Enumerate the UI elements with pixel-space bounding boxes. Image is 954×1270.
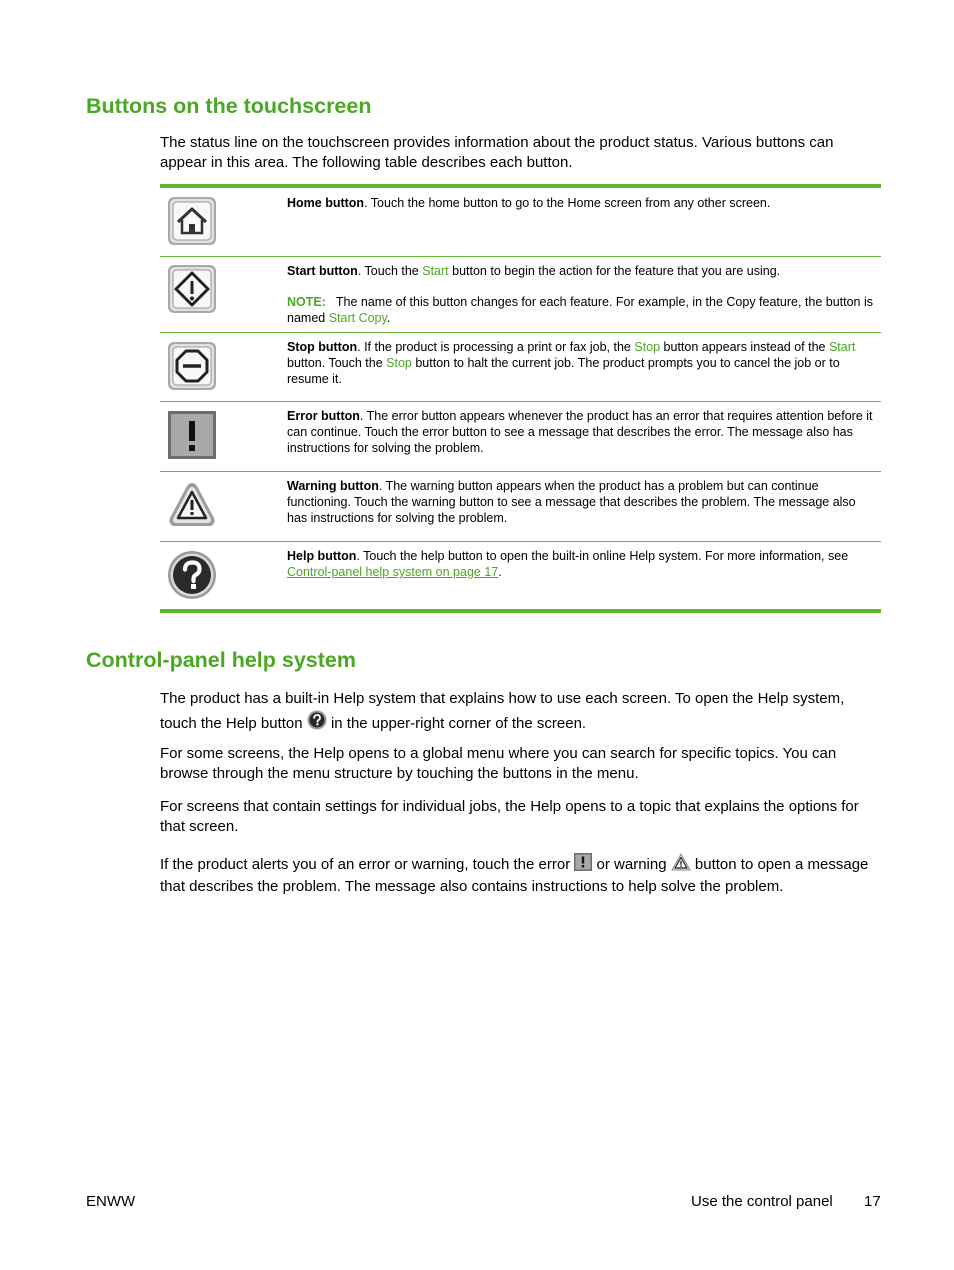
stop-desc-a: . If the product is processing a print or fax job, the (357, 340, 635, 354)
footer-page-number: 17 (864, 1193, 881, 1210)
home-button-name: Home button (287, 196, 365, 210)
help-inline-icon (307, 710, 327, 737)
start-description (287, 263, 877, 326)
start-diamond-icon (167, 264, 217, 319)
help-para-1 (160, 687, 882, 737)
table-row-error (160, 401, 881, 472)
start-desc-b: button to begin the action for the feature that you are using. (448, 264, 781, 278)
start-desc-a: . Touch the (357, 264, 423, 278)
help-para-4-a: If the product alerts you of an error or warning, touch the error (160, 856, 575, 873)
table-row-help (160, 541, 881, 609)
stop-desc-b: button appears instead of the (660, 340, 829, 354)
help-system-link[interactable]: Control-panel help system on page 17 (287, 565, 499, 579)
error-button-name: Error button (287, 409, 360, 423)
note-text-a: The name of this button changes for each feature. For example, in the Copy feature, the button is named (287, 295, 874, 325)
help-para-3: For screens that contain settings for individual jobs, the Help opens to a topic that explains the options for that screen. (160, 798, 859, 835)
table-row-start (160, 256, 881, 333)
start-copy-term: Start Copy (328, 311, 387, 325)
error-desc-text: . The error button appears whenever the product has an error that requires attention before it can continue. Touch the error button to see a message that describes the error. The message also has instructions for solving the problem. (287, 409, 873, 455)
note-label: NOTE: (287, 295, 326, 309)
table-row-stop (160, 332, 881, 402)
question-mark-icon (167, 550, 217, 605)
start-term: Start (422, 264, 449, 278)
stop-desc-c: button. Touch the (287, 356, 387, 370)
section-intro: The status line on the touchscreen provides information about the product status. Various buttons can appear in this area. The following table describes each button. (160, 134, 834, 171)
stop-icon (167, 341, 217, 396)
warning-desc-text: . The warning button appears when the product has a problem but can continue functioning. Touch the warning button to see a message that describes the problem. The message also has instructions for solving the problem. (287, 479, 856, 525)
footer-section: Use the control panel (691, 1193, 833, 1210)
help-button-name: Help button (287, 549, 357, 563)
start-button-name: Start button (287, 264, 358, 278)
help-para-1-a: The product has a built-in Help system that explains how to use each screen. To open the Help system, touch the Help button (160, 690, 845, 732)
warning-triangle-icon (167, 480, 217, 535)
home-desc-text: . Touch the home button to go to the Home screen from any other screen. (364, 196, 771, 210)
help-para-2: For some screens, the Help opens to a global menu where you can search for specific topics. You can browse through the menu structure by touching the buttons in the menu. (160, 745, 837, 782)
warning-description (287, 478, 877, 526)
stop-description (287, 339, 877, 387)
table-row-home (160, 188, 881, 257)
start-term-2: Start (828, 340, 856, 354)
footer-left: ENWW (86, 1193, 136, 1210)
stop-term-3: Stop (386, 356, 412, 370)
help-description (287, 548, 877, 580)
stop-term-1: Stop (634, 340, 661, 354)
section-title-help-system: Control-panel help system (86, 648, 356, 672)
help-para-4 (160, 853, 882, 897)
help-desc-a: . Touch the help button to open the built-in online Help system. For more information, see (356, 549, 849, 563)
help-desc-b: . (498, 565, 502, 579)
error-inline-icon (574, 853, 592, 877)
help-para-4-c: button to open a message that describes the problem. The message also contains instructions to help solve the problem. (160, 856, 869, 895)
help-para-4-b: or warning (592, 856, 671, 873)
table-row-warning (160, 471, 881, 542)
error-description (287, 408, 877, 456)
home-icon (167, 196, 217, 251)
warning-inline-icon (671, 853, 691, 877)
note-text-b: . (386, 311, 391, 325)
stop-desc-d: button to halt the current job. The product prompts you to cancel the job or to resume it. (287, 356, 840, 386)
home-description (287, 195, 877, 211)
warning-button-name: Warning button (287, 479, 379, 493)
exclamation-icon (167, 410, 217, 465)
help-para-1-b: in the upper-right corner of the screen. (326, 715, 587, 732)
table-bottom-rule (160, 609, 881, 613)
section-title-buttons: Buttons on the touchscreen (86, 94, 372, 118)
stop-button-name: Stop button (287, 340, 358, 354)
